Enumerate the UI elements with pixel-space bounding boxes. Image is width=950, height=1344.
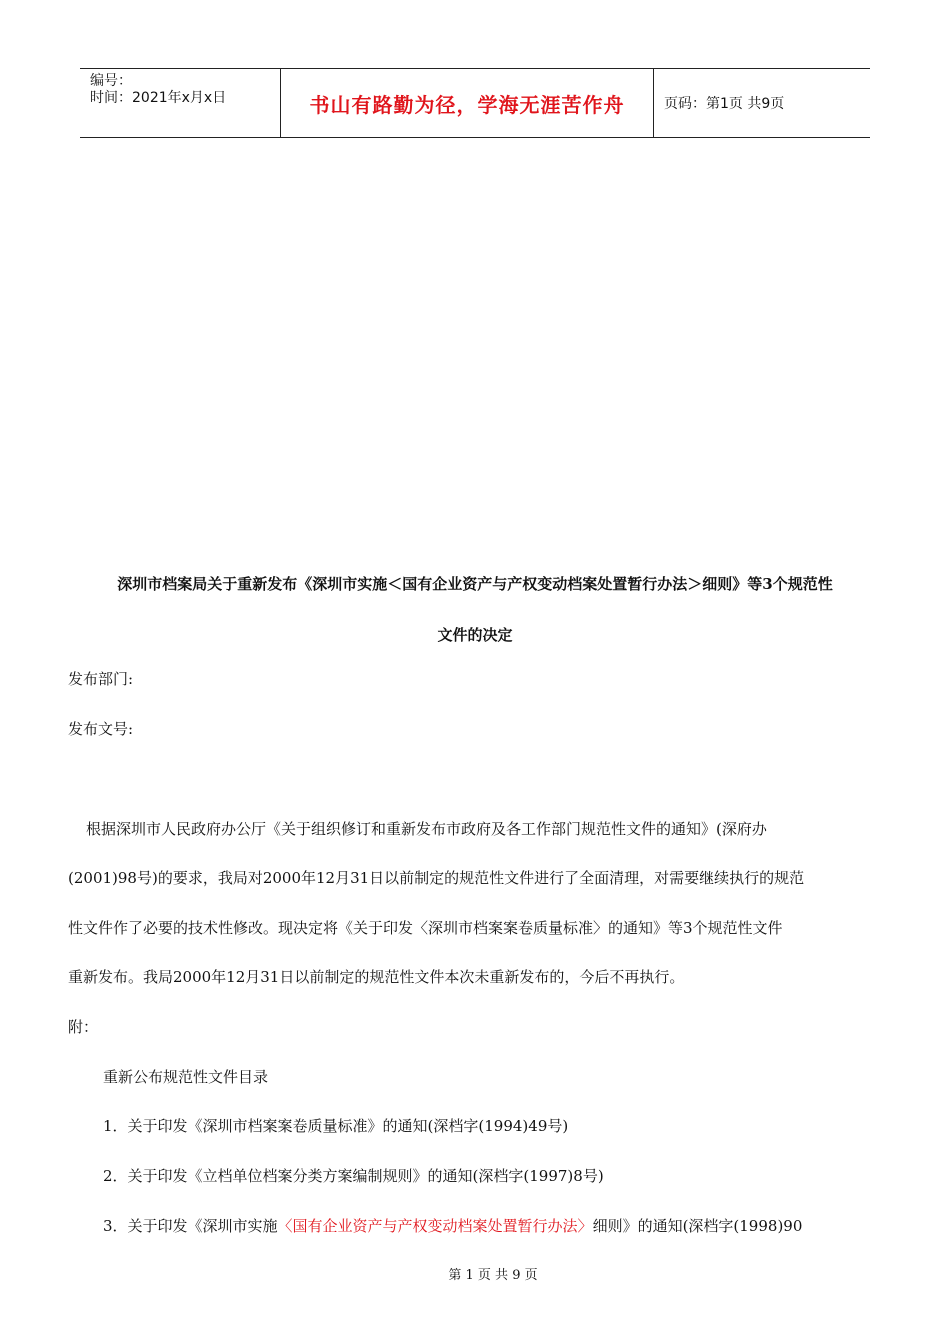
dept-label: 发布部门: xyxy=(68,670,134,688)
doc-title-line-2: 文件的决定 xyxy=(437,626,513,644)
body-line: 根据深圳市人民政府办公厅《关于组织修订和重新发布市政府及各工作部门规范性文件的通知》(深府办 xyxy=(86,820,767,838)
docno-label: 发布文号: xyxy=(68,720,134,738)
header-meta-cell xyxy=(80,69,281,137)
doc-title-line-1: 深圳市档案局关于重新发布《深圳市实施＜国有企业资产与产权变动档案处置暂行办法＞细则》等3个规范性 xyxy=(117,575,833,593)
catalog-item-3 xyxy=(103,1215,802,1236)
item3-prefix: 3．关于印发《深圳市实施 xyxy=(103,1217,278,1235)
header-motto-cell xyxy=(281,69,654,137)
time-label: 时间：2021年x月x日 xyxy=(90,90,227,106)
body-line: 重新发布。我局2000年12月31日以前制定的规范性文件本次未重新发布的，今后不再执行。 xyxy=(68,968,685,986)
attachment-label: 附： xyxy=(68,1018,99,1036)
catalog-item: 1．关于印发《深圳市档案案卷质量标准》的通知(深档字(1994)49号) xyxy=(103,1117,569,1135)
page-info: 页码：第1页 共9页 xyxy=(664,96,785,112)
item3-suffix: 细则》的通知(深档字(1998)90 xyxy=(592,1217,803,1235)
body-line: (2001)98号)的要求，我局对2000年12月31日以前制定的规范性文件进行了全面清理，对需要继续执行的规范 xyxy=(68,869,805,887)
motto-text: 书山有路勤为径，学海无涯苦作舟 xyxy=(309,92,625,117)
catalog-title: 重新公布规范性文件目录 xyxy=(103,1068,269,1086)
page-footer: 第 1 页 共 9 页 xyxy=(448,1268,538,1283)
catalog-item: 2．关于印发《立档单位档案分类方案编制规则》的通知(深档字(1997)8号) xyxy=(103,1167,604,1185)
body-line: 性文件作了必要的技术性修改。现决定将《关于印发〈深圳市档案案卷质量标准〉的通知》等3个规范性文件 xyxy=(68,919,783,937)
document-header xyxy=(80,68,870,138)
number-label: 编号： xyxy=(90,73,132,89)
header-page-cell xyxy=(654,69,870,137)
item3-highlight: 〈国有企业资产与产权变动档案处置暂行办法〉 xyxy=(277,1217,593,1235)
